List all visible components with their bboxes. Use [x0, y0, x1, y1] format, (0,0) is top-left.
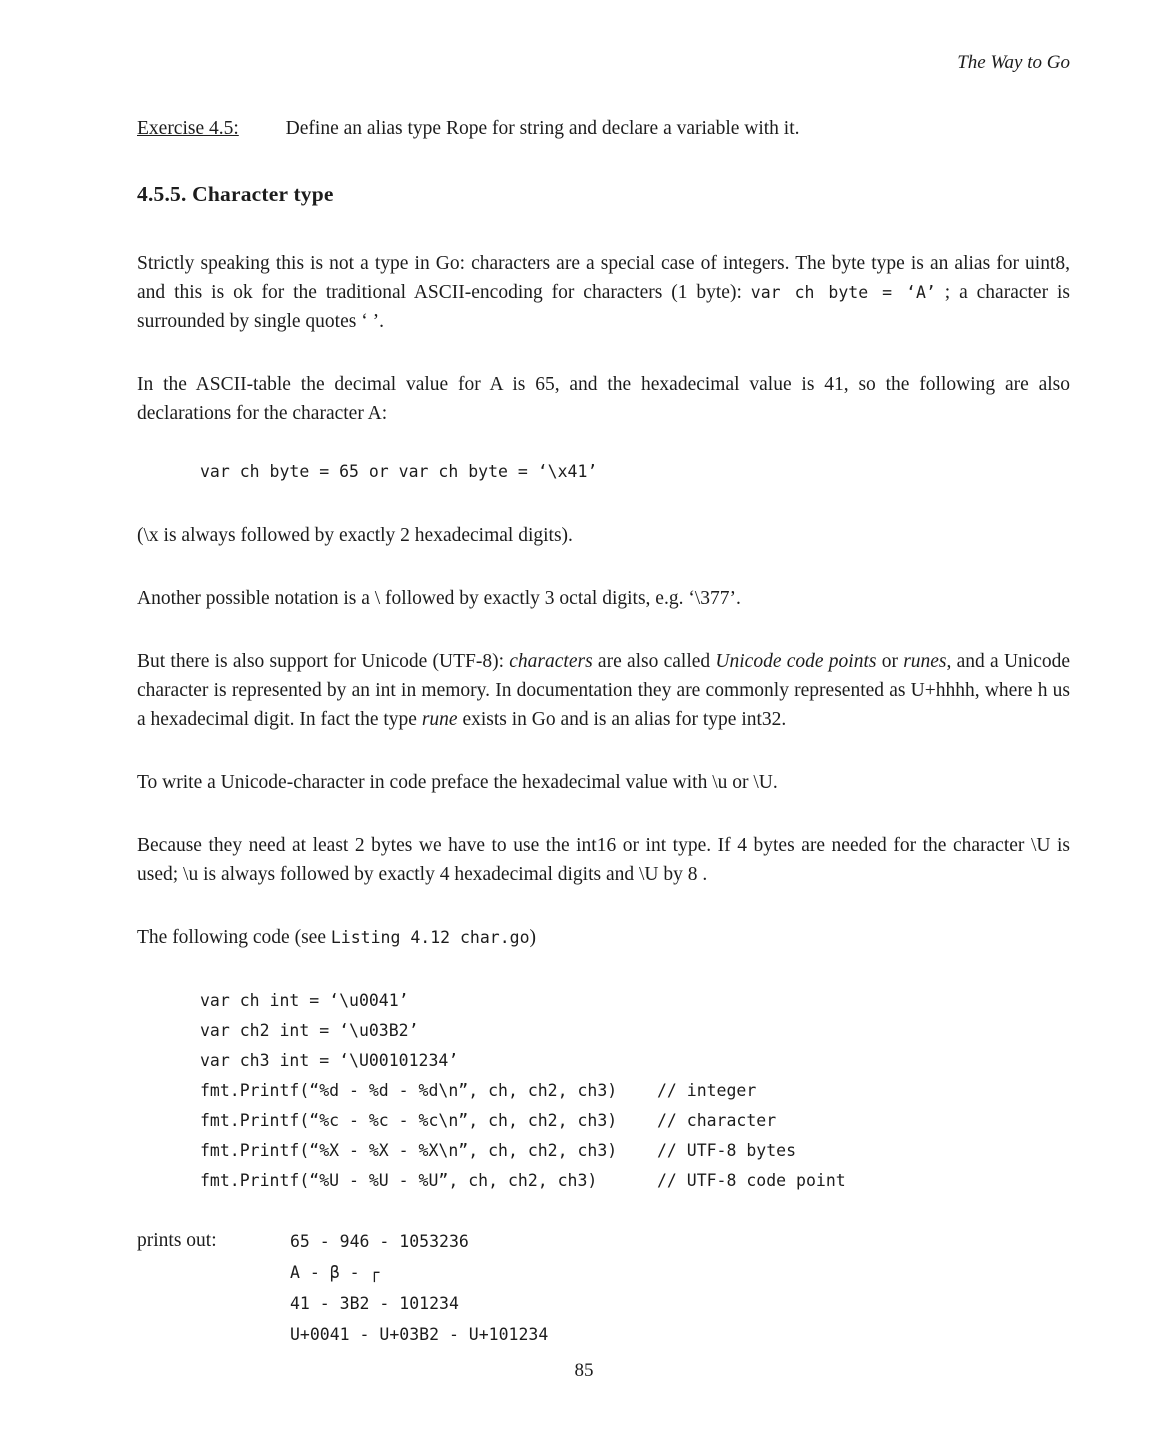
code-declaration-line: var ch byte = 65 or var ch byte = ‘\x41’ [200, 462, 598, 481]
code-line: fmt.Printf(“%d - %d - %d\n”, ch, ch2, ch3) // integer [200, 1081, 757, 1100]
paragraph-text: or [876, 651, 904, 672]
output-lines [290, 1226, 548, 1350]
exercise-line [137, 118, 1070, 140]
paragraph-ascii-table: In the ASCII-table the decimal value for A is 65, and the hexadecimal value is 41, so the following are also declarations for the character A: [137, 374, 1070, 424]
exercise-text: Define an alias type Rope for string and declare a variable with it. [285, 118, 800, 139]
output-label: prints out: [137, 1230, 217, 1251]
program-output [137, 1226, 1070, 1350]
code-line: fmt.Printf(“%c - %c - %c\n”, ch, ch2, ch3) // character [200, 1111, 777, 1130]
paragraph-text: But there is also support for Unicode (UTF-8): [137, 651, 510, 672]
code-line: var ch int = ‘\u0041’ [200, 991, 409, 1010]
paragraph-bytes-needed: Because they need at least 2 bytes we have to use the int16 or int type. If 4 bytes are needed for the character \U is used; \u is always followed by exactly 4 hexadecimal digits and \U by 8 . [137, 835, 1070, 885]
paragraph-byte-type [137, 249, 1070, 336]
inline-code-listing-ref: Listing 4.12 char.go [330, 928, 530, 947]
italic-term: characters [509, 651, 593, 672]
inline-code: var ch byte = ‘A’ [750, 283, 936, 302]
code-listing [137, 986, 1070, 1196]
exercise-label: Exercise 4.5: [137, 118, 239, 139]
italic-term: Unicode code points [715, 651, 877, 672]
code-line: var ch2 int = ‘\u03B2’ [200, 1021, 419, 1040]
code-line: fmt.Printf(“%X - %X - %X\n”, ch, ch2, ch3) // UTF-8 bytes [200, 1141, 797, 1160]
paragraph-hex-note: (\x is always followed by exactly 2 hexadecimal digits). [137, 525, 573, 546]
paragraph-text: The following code (see [137, 927, 331, 948]
paragraph-text: ) [529, 927, 537, 948]
italic-term: rune [421, 709, 458, 730]
paragraph-text: Strictly speaking this is not a type in Go: characters are a special case of integers. The byte type is an alias for uint8, and this is ok for the traditional ASCII-encoding for characters (1 byte): [137, 253, 1070, 303]
page-number: 85 [574, 1360, 594, 1381]
code-line: fmt.Printf(“%U - %U - %U”, ch, ch2, ch3) // UTF-8 code point [200, 1171, 846, 1190]
output-line: 41 - 3B2 - 101234 [290, 1294, 459, 1313]
output-line: U+0041 - U+03B2 - U+101234 [290, 1325, 549, 1344]
paragraph-text: exists in Go and is an alias for type int32. [457, 709, 787, 730]
running-head [137, 52, 1070, 74]
code-line: var ch3 int = ‘\U00101234’ [200, 1051, 459, 1070]
italic-term: runes [903, 651, 947, 672]
output-line: A - β - ┌ [290, 1263, 380, 1282]
paragraph-octal-note: Another possible notation is a \ followed by exactly 3 octal digits, e.g. ‘\377’. [137, 588, 741, 609]
output-line: 65 - 946 - 1053236 [290, 1232, 469, 1251]
section-heading: 4.5.5. Character type [137, 182, 334, 206]
paragraph-unicode-preface: To write a Unicode-character in code preface the hexadecimal value with \u or \U. [137, 772, 778, 793]
book-title: The Way to Go [957, 52, 1070, 73]
paragraph-unicode [137, 647, 1070, 734]
paragraph-text: are also called [592, 651, 716, 672]
paragraph-listing-intro [137, 923, 1070, 952]
paragraph-text: , and a Unicode character is represented by an int in memory. In documentation they are commonly represented as U+hhhh, where h us a hexadecimal digit. In fact the type [137, 651, 1070, 730]
paragraph-text: ; a character is surrounded by single quotes ‘ ’. [137, 282, 1070, 332]
